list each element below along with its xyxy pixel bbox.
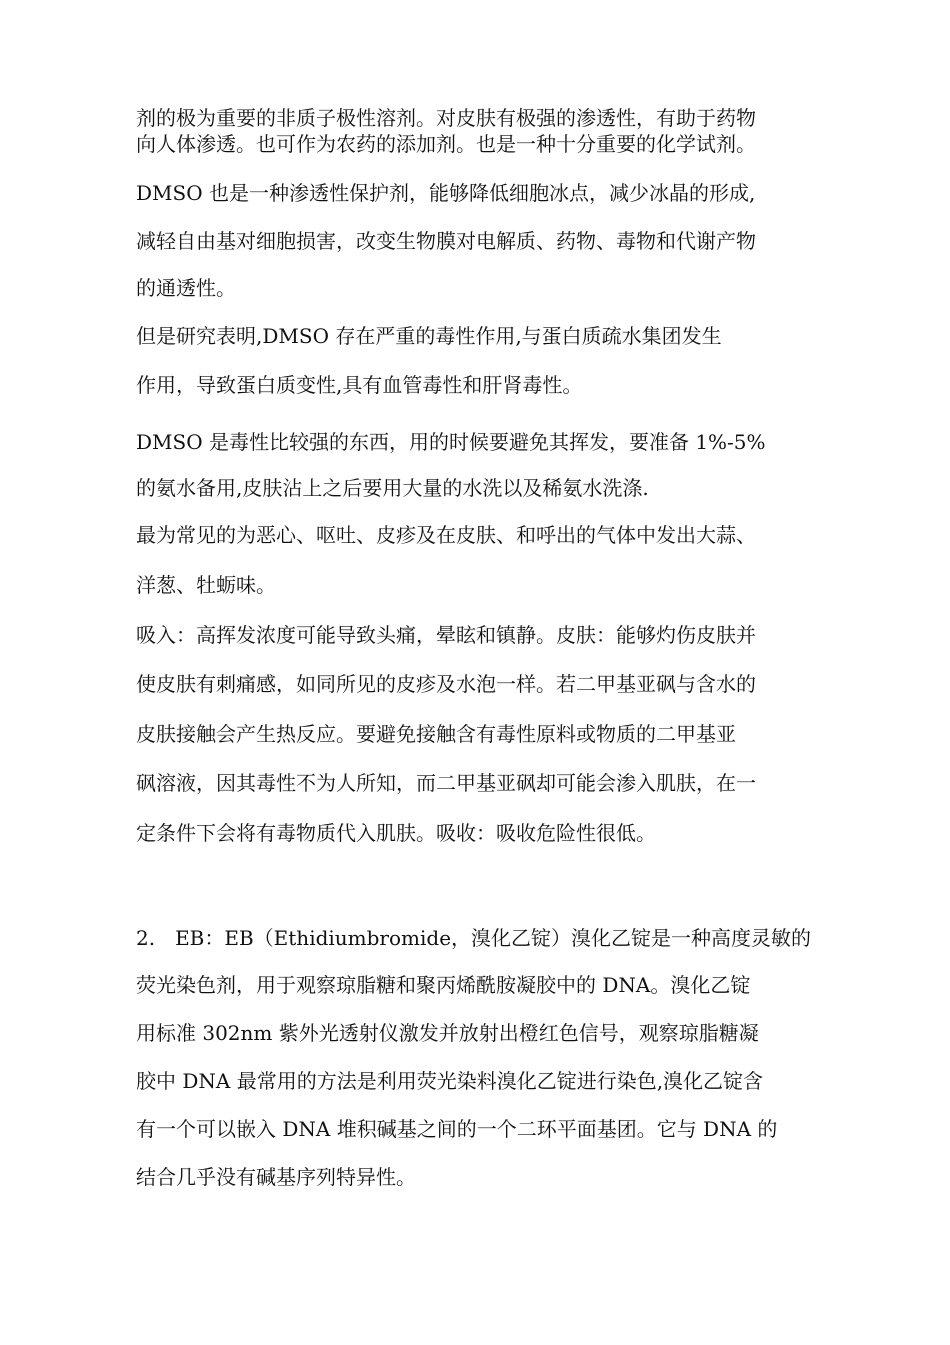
text-line: 定条件下会将有毒物质代入肌肤。吸收：吸收危险性很低。 <box>136 821 656 845</box>
text-line: 结合几乎没有碱基序列特异性。 <box>136 1165 416 1189</box>
text-line: 洋葱、牡蛎味。 <box>136 573 276 597</box>
text-line: 剂的极为重要的非质子极性溶剂。对皮肤有极强的渗透性，有助于药物 <box>136 106 756 130</box>
text-line: 用标准 302nm 紫外光透射仪激发并放射出橙红色信号，观察琼脂糖凝 <box>136 1021 759 1045</box>
text-line: 向人体渗透。也可作为农药的添加剂。也是一种十分重要的化学试剂。 <box>136 132 756 156</box>
text-line: 的氨水备用,皮肤沾上之后要用大量的水洗以及稀氨水洗涤. <box>136 476 649 500</box>
text-line: 最为常见的为恶心、呕吐、皮疹及在皮肤、和呼出的气体中发出大蒜、 <box>136 523 756 547</box>
text-line: 作用，导致蛋白质变性,具有血管毒性和肝肾毒性。 <box>136 373 583 397</box>
text-line: 2. EB：EB（Ethidiumbromide，溴化乙锭）溴化乙锭是一种高度灵敏的 <box>136 926 812 950</box>
text-line: DMSO 也是一种渗透性保护剂，能够降低细胞冰点，减少冰晶的形成, <box>136 181 756 205</box>
text-line: 但是研究表明,DMSO 存在严重的毒性作用,与蛋白质疏水集团发生 <box>136 324 722 348</box>
text-line: 使皮肤有刺痛感，如同所见的皮疹及水泡一样。若二甲基亚砜与含水的 <box>136 672 756 696</box>
text-line: 皮肤接触会产生热反应。要避免接触含有毒性原料或物质的二甲基亚 <box>136 722 736 746</box>
text-line: 荧光染色剂，用于观察琼脂糖和聚丙烯酰胺凝胶中的 DNA。溴化乙锭 <box>136 973 751 997</box>
text-line: 有一个可以嵌入 DNA 堆积碱基之间的一个二环平面基团。它与 DNA 的 <box>136 1117 778 1141</box>
text-line: 吸入：高挥发浓度可能导致头痛，晕眩和镇静。皮肤：能够灼伤皮肤并 <box>136 623 756 647</box>
text-line: 减轻自由基对细胞损害，改变生物膜对电解质、药物、毒物和代谢产物 <box>136 229 756 253</box>
text-line: 胶中 DNA 最常用的方法是利用荧光染料溴化乙锭进行染色,溴化乙锭含 <box>136 1069 764 1093</box>
text-line: 的通透性。 <box>136 276 236 300</box>
text-line: DMSO 是毒性比较强的东西，用的时候要避免其挥发，要准备 1%-5% <box>136 430 766 454</box>
text-line: 砜溶液，因其毒性不为人所知，而二甲基亚砜却可能会渗入肌肤，在一 <box>136 771 756 795</box>
